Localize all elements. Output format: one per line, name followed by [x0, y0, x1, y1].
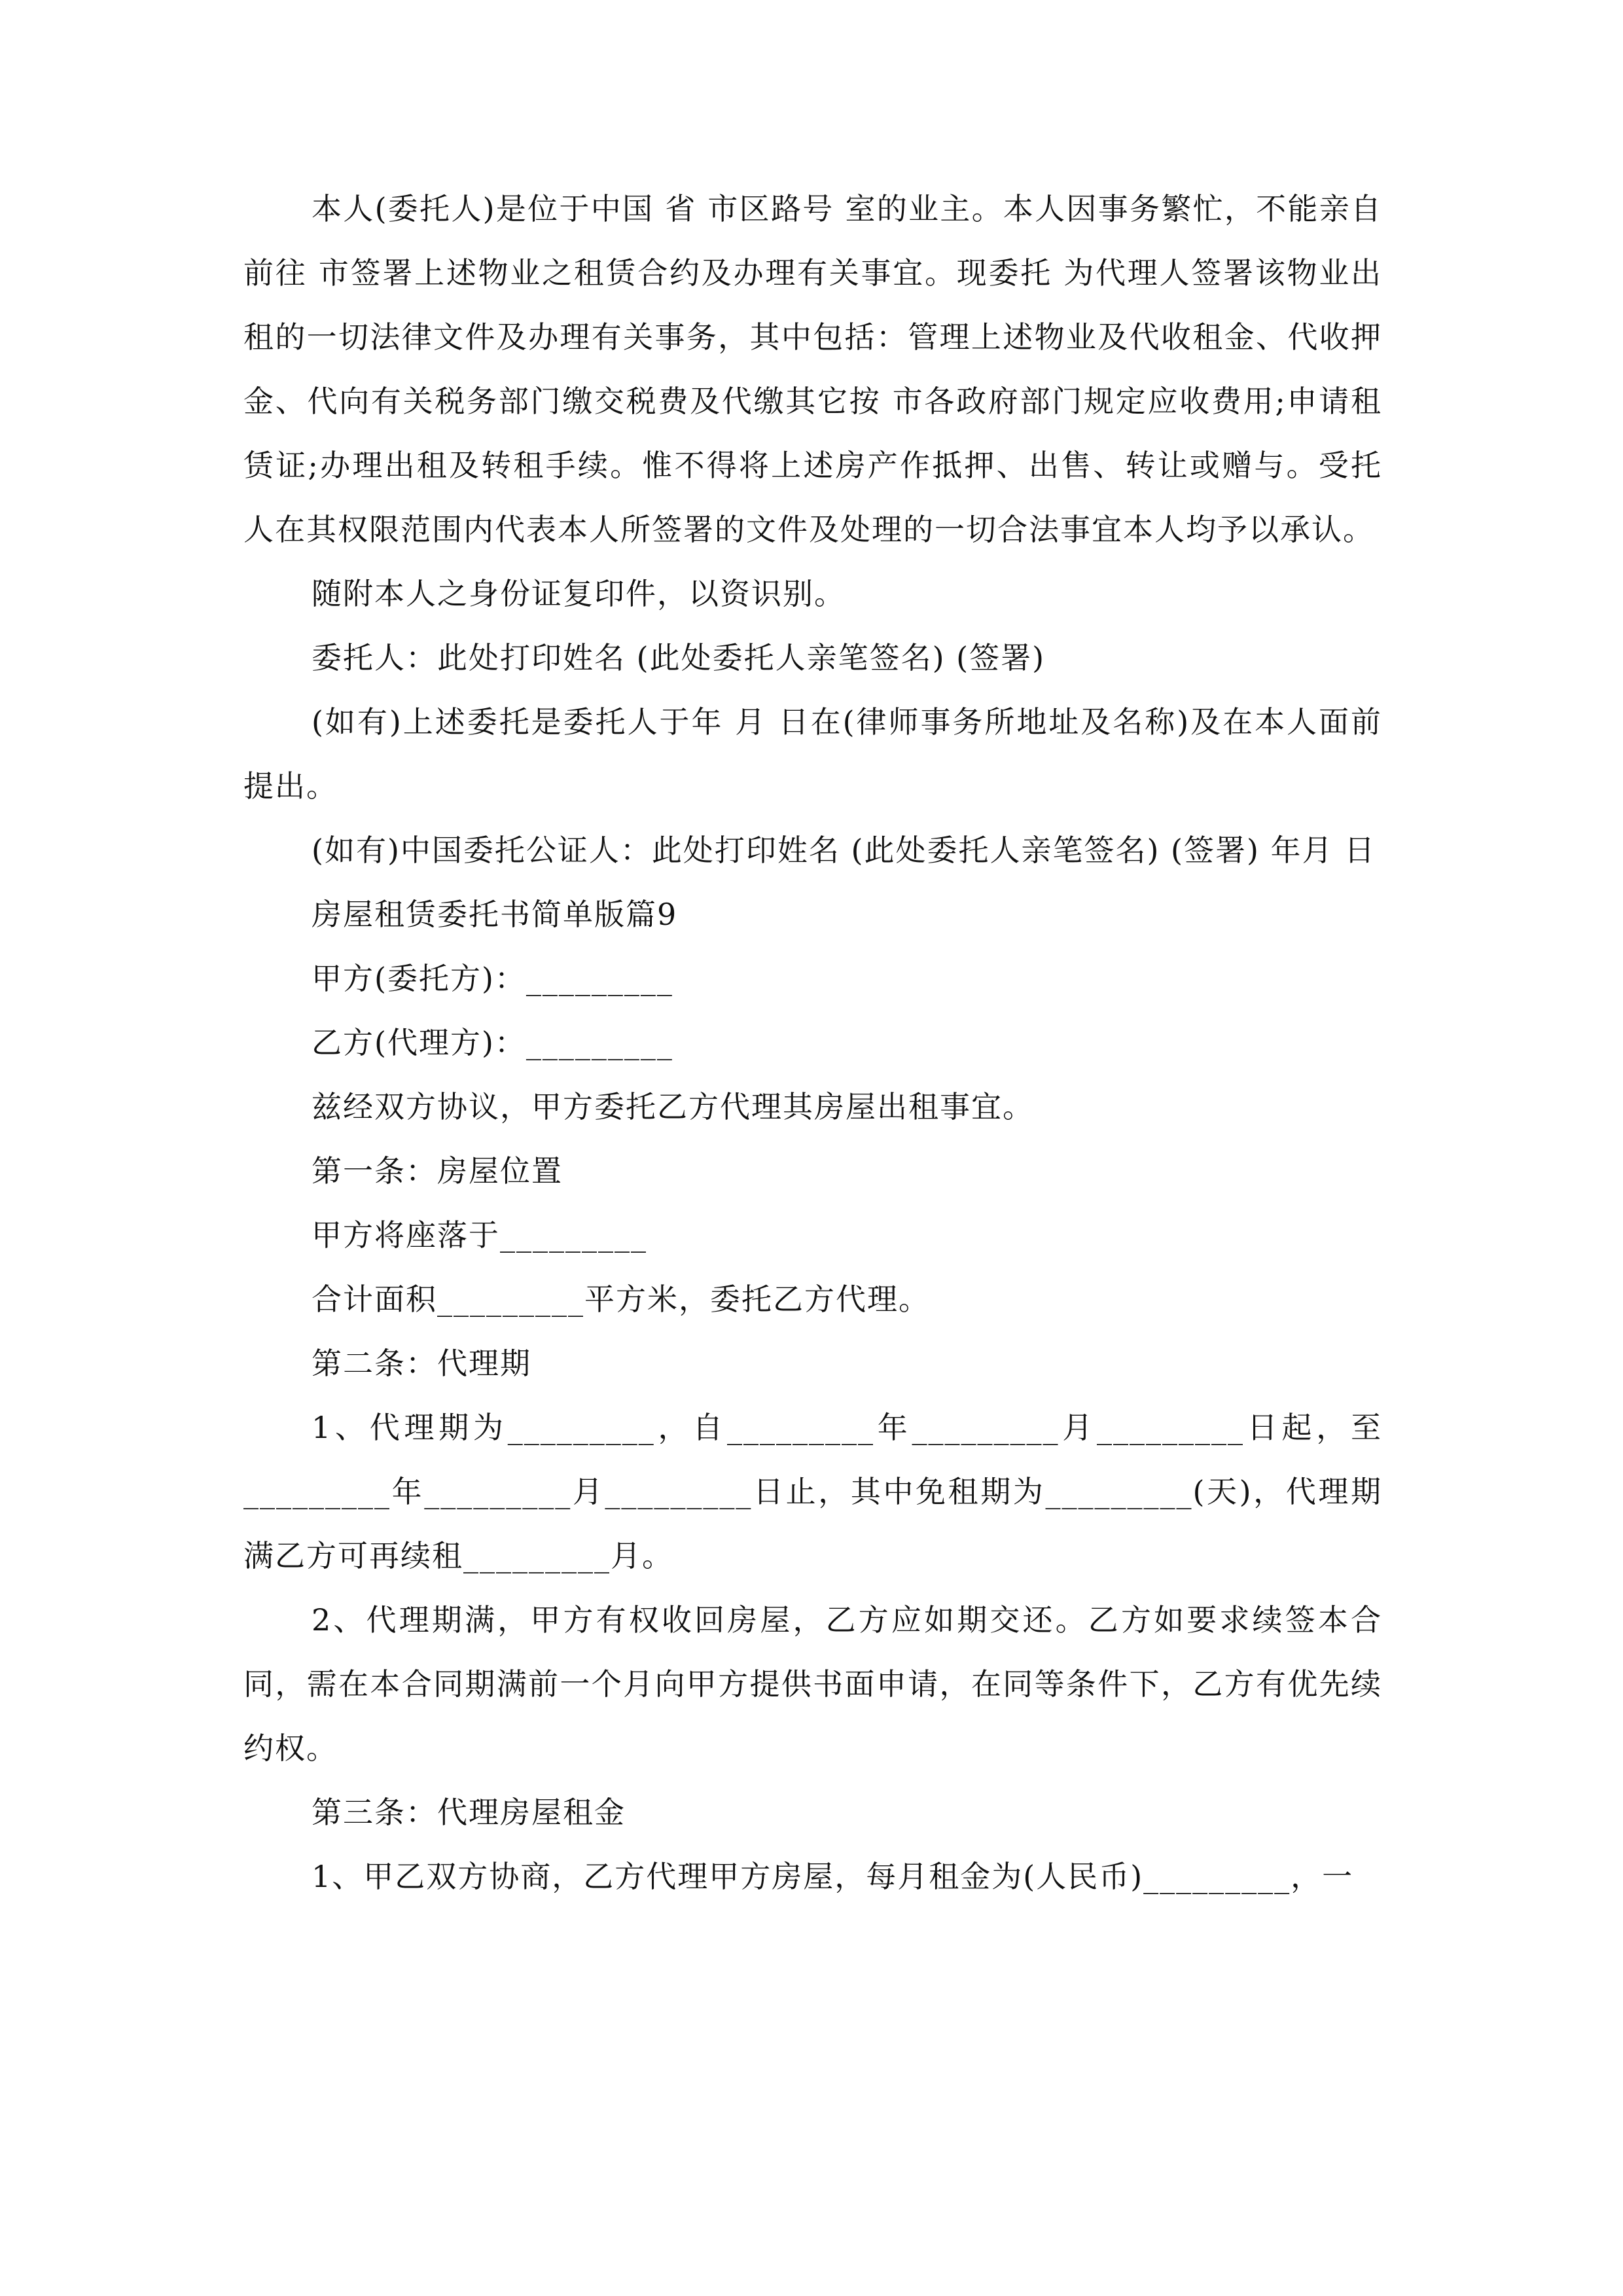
paragraph-property-location: 甲方将座落于_________: [312, 1217, 647, 1253]
article-1-heading: 第一条：房屋位置: [312, 1153, 563, 1189]
party-b-line: 乙方(代理方)：_________: [312, 1025, 673, 1060]
paragraph-notary-signature: (如有)中国委托公证人：此处打印姓名 (此处委托人亲笔签名) (签署) 年月 日: [312, 833, 1376, 868]
paragraph-id-copy-attached: 随附本人之身份证复印件，以资识别。: [312, 576, 846, 611]
paragraph-authorization-statement: 本人(委托人)是位于中国 省 市区路号 室的业主。本人因事务繁忙，不能亲自前往 市签署上述物业之租赁合约及办理有关事宜。现委托 为代理人签署该物业出租的一切法律文件及办理有关事务，其中包括：管理上述物业及代收租金、代收押金、代向有关税务部门缴交税费及代缴其它按 市各政府部门规定应收费用;申请租赁证;办理出租及转租手续。惟不得将上述房产作抵押、出售、转让或赠与。受托人在其权限范围内代表本人所签署的文件及处理的一切合法事宜本人均予以承认。: [243, 191, 1382, 547]
paragraph-agency-period: 1、代理期为_________，自_________年_________月_________日起，至_________年_________月_________日止，其中免租期为_________(天)，代理期满乙方可再续租_________月。: [243, 1410, 1382, 1573]
section-title: 房屋租赁委托书简单版篇9: [312, 897, 678, 932]
party-a-line: 甲方(委托方)：_________: [312, 961, 673, 996]
article-2-heading: 第二条：代理期: [312, 1346, 531, 1381]
paragraph-property-area: 合计面积_________平方米，委托乙方代理。: [312, 1282, 930, 1317]
paragraph-agreement-intro: 兹经双方协议，甲方委托乙方代理其房屋出租事宜。: [312, 1089, 1034, 1124]
paragraph-principal-signature: 委托人：此处打印姓名 (此处委托人亲笔签名) (签署): [312, 640, 1046, 675]
paragraph-agency-expiry: 2、代理期满，甲方有权收回房屋，乙方应如期交还。乙方如要求续签本合同，需在本合同期满前一个月向甲方提供书面申请，在同等条件下，乙方有优先续约权。: [243, 1602, 1382, 1766]
paragraph-lawyer-witness: (如有)上述委托是委托人于年 月 日在(律师事务所地址及名称)及在本人面前提出。: [243, 704, 1382, 804]
paragraph-monthly-rent: 1、甲乙双方协商，乙方代理甲方房屋，每月租金为(人民币)_________，一: [312, 1859, 1354, 1894]
document-body: [243, 177, 1382, 1909]
article-3-heading: 第三条：代理房屋租金: [312, 1795, 626, 1830]
